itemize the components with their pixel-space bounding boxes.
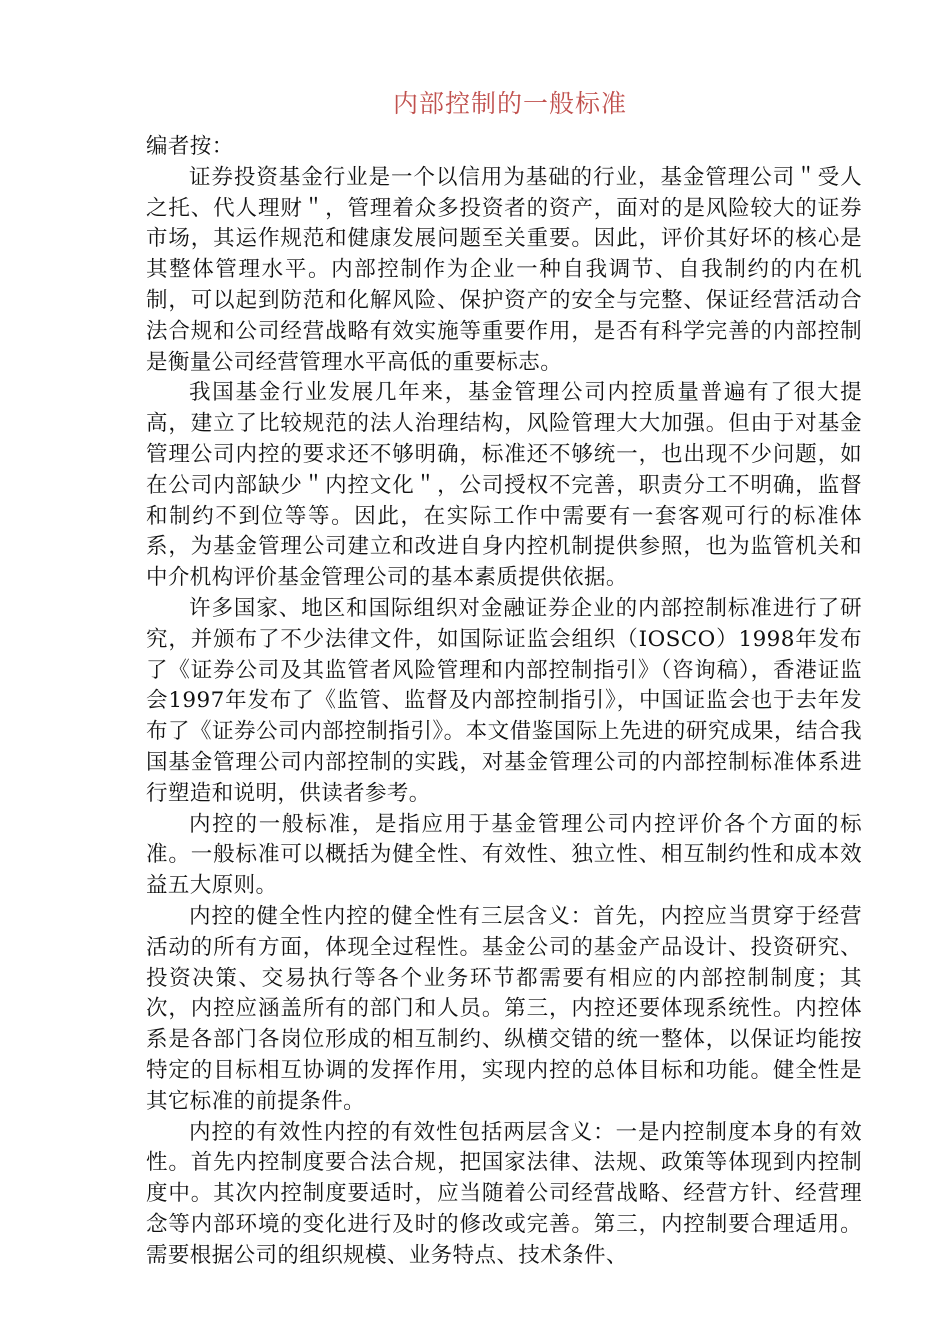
paragraph-industry-development: 我国基金行业发展几年来，基金管理公司内控质量普遍有了很大提高，建立了比较规范的法人治理结构，风险管理大大加强。但由于对基金管理公司内控的要求还不够明确，标准还不够统一，也出现不少问题，如在公司内部缺少＂内控文化＂，公司授权不完善，职责分工不明确，监督和制约不到位等等。因此，在实际工作中需要有一套客观可行的标准体系，为基金管理公司建立和改进自身内控机制提供参照，也为监管机关和中介机构评价基金管理公司的基本素质提供依据。	[146, 380, 862, 591]
article-body	[146, 132, 862, 1271]
page-title: 内部控制的一般标准	[392, 89, 627, 118]
paragraph-international-standards: 许多国家、地区和国际组织对金融证券企业的内部控制标准进行了研究，并颁布了不少法律文件，如国际证监会组织（IOSCO）1998年发布了《证券公司及其监管者风险管理和内部控制指引》（咨询稿），香港证监会1997年发布了《监管、监督及内部控制指引》，中国证监会也于去年发布了《证券公司内部控制指引》。本文借鉴国际上先进的研究成果，结合我国基金管理公司内部控制的实践，对基金管理公司的内部控制标准体系进行塑造和说明，供读者参考。	[146, 595, 862, 806]
paragraph-completeness: 内控的健全性内控的健全性有三层含义：首先，内控应当贯穿于经营活动的所有方面，体现全过程性。基金公司的基金产品设计、投资研究、投资决策、交易执行等各个业务环节都需要有相应的内部控制制度；其次，内控应涵盖所有的部门和人员。第三，内控还要体现系统性。内控体系是各部门各岗位形成的相互制约、纵横交错的统一整体，以保证均能按特定的目标相互协调的发挥作用，实现内控的总体目标和功能。健全性是其它标准的前提条件。	[146, 903, 862, 1114]
editor-note-label: 编者按：	[146, 134, 234, 159]
paragraph-intro: 证券投资基金行业是一个以信用为基础的行业，基金管理公司＂受人之托、代人理财＂，管理着众多投资者的资产，面对的是风险较大的证券市场，其运作规范和健康发展问题至关重要。因此，评价其好坏的核心是其整体管理水平。内部控制作为企业一种自我调节、自我制约的内在机制，可以起到防范和化解风险、保护资产的安全与完整、保证经营活动合法合规和公司经营战略有效实施等重要作用，是否有科学完善的内部控制是衡量公司经营管理水平高低的重要标志。	[146, 164, 862, 375]
paragraph-effectiveness: 内控的有效性内控的有效性包括两层含义：一是内控制度本身的有效性。首先内控制度要合法合规，把国家法律、法规、政策等体现到内控制度中。其次内控制度要适时，应当随着公司经营战略、经营方针、经营理念等内部环境的变化进行及时的修改或完善。第三，内控制要合理适用。需要根据公司的组织规模、业务特点、技术条件、	[146, 1119, 862, 1268]
paragraph-general-standards: 内控的一般标准，是指应用于基金管理公司内控评价各个方面的标准。一般标准可以概括为健全性、有效性、独立性、相互制约性和成本效益五大原则。	[146, 811, 862, 899]
